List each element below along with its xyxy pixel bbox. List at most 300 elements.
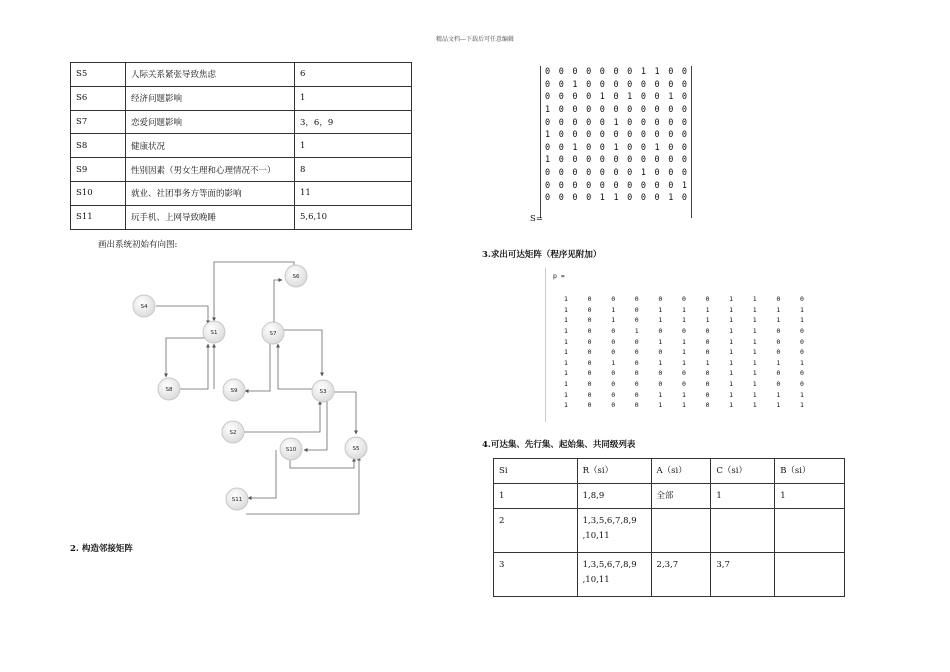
matrix-cell: 1 (681, 390, 686, 399)
matrix-cell: 0 (545, 193, 551, 204)
matrix-cell: 0 (558, 142, 564, 153)
matrix-cell: 1 (752, 358, 757, 367)
matrix-cell: 0 (572, 105, 578, 116)
factor-id: S10 (71, 181, 126, 205)
matrix-cell: 1 (564, 380, 568, 389)
matrix-cell: 0 (668, 105, 674, 116)
matrix-cell: 1 (729, 305, 734, 314)
factor-row (71, 63, 412, 87)
factor-row (71, 181, 412, 205)
matrix-cell: 1 (799, 316, 804, 325)
matrix-cell: 0 (545, 168, 551, 179)
matrix-cell: 0 (586, 67, 592, 78)
matrix-cell: 1 (634, 327, 639, 336)
matrix-cell: 0 (654, 117, 660, 128)
matrix-cell: 1 (752, 295, 757, 304)
matrix-cell: 1 (613, 142, 619, 153)
matrix-cell: 0 (634, 295, 639, 304)
table-cell: 全部 (651, 484, 711, 509)
matrix-cell: 0 (586, 130, 592, 141)
matrix-p-row (564, 347, 804, 358)
initial-digraph (124, 258, 374, 520)
matrix-cell: 0 (545, 142, 551, 153)
matrix-cell: 0 (654, 193, 660, 204)
matrix-p-row (564, 400, 804, 411)
matrix-cell: 1 (658, 337, 663, 346)
matrix-cell: 0 (705, 295, 710, 304)
matrix-cell: 0 (658, 348, 663, 357)
matrix-p-row (564, 315, 804, 326)
svg-text:S3: S3 (319, 389, 327, 395)
matrix-cell: 1 (799, 305, 804, 314)
svg-text:S8: S8 (165, 387, 173, 393)
matrix-cell: 1 (611, 305, 616, 314)
matrix-cell: 0 (587, 401, 592, 410)
matrix-cell: 0 (572, 155, 578, 166)
matrix-cell: 0 (586, 155, 592, 166)
factor-row (71, 158, 412, 182)
svg-text:S11: S11 (231, 497, 243, 503)
matrix-cell: 0 (634, 358, 639, 367)
matrix-p-row (564, 305, 804, 316)
matrix-cell: 0 (681, 155, 687, 166)
matrix-cell: 1 (572, 79, 578, 90)
edge-s3-s5 (332, 392, 356, 434)
matrix-cell: 0 (654, 168, 660, 179)
factor-desc: 性别因素（男女生理和心理情况不一） (126, 158, 295, 182)
factor-id: S6 (71, 86, 126, 110)
section-4-heading: 4.可达集、先行集、起始集、共同级列表 (482, 440, 636, 450)
matrix-cell: 1 (752, 348, 757, 357)
edge-s11-s5 (246, 457, 359, 514)
matrix-cell: 0 (572, 168, 578, 179)
matrix-cell: 0 (640, 193, 646, 204)
factor-reach: 1 (295, 134, 412, 158)
matrix-cell: 0 (627, 79, 633, 90)
matrix-cell: 1 (729, 380, 734, 389)
node-s2 (222, 421, 244, 443)
matrix-cell: 0 (654, 79, 660, 90)
matrix-cell: 0 (558, 130, 564, 141)
matrix-cell: 0 (799, 380, 804, 389)
factor-reach: 1 (295, 86, 412, 110)
matrix-cell: 1 (564, 337, 568, 346)
matrix-cell: 0 (613, 130, 619, 141)
matrix-cell: 0 (705, 369, 710, 378)
table-cell: 2,3,7 (651, 553, 711, 597)
table-cell: 3,7 (711, 553, 775, 597)
matrix-s-row (541, 179, 691, 192)
matrix-cell: 1 (640, 67, 646, 78)
node-s5 (345, 437, 367, 459)
matrix-cell: 0 (799, 327, 804, 336)
svg-text:S5: S5 (352, 446, 360, 452)
matrix-cell: 0 (611, 390, 616, 399)
table-cell: 2 (494, 509, 578, 553)
matrix-cell: 0 (611, 295, 616, 304)
matrix-cell: 0 (586, 168, 592, 179)
matrix-cell: 1 (729, 358, 734, 367)
matrix-cell: 0 (668, 168, 674, 179)
matrix-cell: 1 (729, 337, 734, 346)
edge-s3-s7 (278, 344, 314, 389)
matrix-cell: 1 (776, 390, 781, 399)
matrix-cell: 1 (564, 327, 568, 336)
matrix-cell: 0 (640, 79, 646, 90)
factor-reach: 3，6，9 (295, 110, 412, 134)
matrix-cell: 0 (681, 380, 686, 389)
matrix-cell: 1 (564, 358, 568, 367)
svg-text:S7: S7 (269, 331, 277, 337)
factor-row (71, 205, 412, 229)
matrix-cell: 1 (564, 369, 568, 378)
matrix-cell: 0 (668, 130, 674, 141)
matrix-cell: 1 (776, 316, 781, 325)
matrix-cell: 0 (586, 92, 592, 103)
table-cell (775, 509, 845, 553)
table-cell: 1,8,9 (577, 484, 651, 509)
table-cell (775, 553, 845, 597)
matrix-p-row (564, 336, 804, 347)
matrix-cell: 1 (681, 358, 686, 367)
matrix-cell: 0 (640, 130, 646, 141)
matrix-cell: 0 (627, 105, 633, 116)
column-header: C（si） (711, 459, 775, 484)
matrix-cell: 0 (654, 105, 660, 116)
svg-text:S4: S4 (140, 304, 148, 310)
matrix-cell: 1 (705, 358, 710, 367)
adjacency-matrix (540, 66, 692, 218)
matrix-cell: 0 (799, 337, 804, 346)
matrix-cell: 1 (658, 390, 663, 399)
matrix-s-row (541, 66, 691, 79)
matrix-cell: 0 (586, 193, 592, 204)
factor-reach: 5,6,10 (295, 205, 412, 229)
matrix-cell: 1 (668, 92, 674, 103)
matrix-cell: 0 (587, 305, 592, 314)
factor-row (71, 134, 412, 158)
factor-desc: 玩手机、上网导致晚睡 (126, 205, 295, 229)
matrix-cell: 0 (705, 337, 710, 346)
matrix-cell: 1 (564, 401, 568, 410)
matrix-cell: 0 (654, 130, 660, 141)
matrix-p-row (564, 326, 804, 337)
matrix-cell: 0 (613, 180, 619, 191)
matrix-cell: 0 (776, 380, 781, 389)
reachability-matrix-frame (545, 268, 808, 422)
matrix-cell: 0 (681, 168, 687, 179)
matrix-cell: 0 (681, 193, 687, 204)
factor-id: S7 (71, 110, 126, 134)
column-header: A（si） (651, 459, 711, 484)
svg-text:S9: S9 (230, 388, 238, 394)
matrix-cell: 0 (572, 117, 578, 128)
matrix-cell: 0 (572, 92, 578, 103)
matrix-cell: 1 (799, 401, 804, 410)
matrix-cell: 1 (681, 305, 686, 314)
matrix-cell: 0 (587, 295, 592, 304)
matrix-cell: 0 (799, 369, 804, 378)
factor-id: S5 (71, 63, 126, 87)
matrix-cell: 0 (640, 155, 646, 166)
table-cell (711, 509, 775, 553)
matrix-cell: 0 (640, 105, 646, 116)
table-cell (651, 509, 711, 553)
matrix-cell: 0 (586, 142, 592, 153)
matrix-cell: 0 (705, 327, 710, 336)
node-s6 (285, 265, 307, 287)
table-cell: 1,3,5,6,7,8,9 ,10,11 (577, 553, 651, 597)
level-table-header (494, 459, 845, 484)
matrix-cell: 0 (572, 180, 578, 191)
matrix-cell: 0 (558, 155, 564, 166)
matrix-p-row (564, 294, 804, 305)
table-cell: 1 (494, 484, 578, 509)
node-s9 (223, 379, 245, 401)
matrix-cell: 0 (681, 92, 687, 103)
matrix-cell: 0 (627, 168, 633, 179)
matrix-cell: 0 (558, 193, 564, 204)
matrix-cell: 0 (776, 337, 781, 346)
matrix-cell: 0 (586, 180, 592, 191)
matrix-cell: 0 (586, 105, 592, 116)
matrix-cell: 1 (613, 193, 619, 204)
matrix-cell: 1 (729, 369, 734, 378)
factor-row (71, 86, 412, 110)
table-cell: 1 (711, 484, 775, 509)
matrix-cell: 1 (752, 337, 757, 346)
matrix-cell: 0 (558, 168, 564, 179)
matrix-cell: 1 (705, 316, 710, 325)
factor-reach: 8 (295, 158, 412, 182)
column-header: B（si） (775, 459, 845, 484)
matrix-cell: 1 (752, 316, 757, 325)
edge-s7-s6 (274, 280, 282, 324)
matrix-cell: 0 (627, 142, 633, 153)
matrix-cell: 0 (634, 348, 639, 357)
matrix-cell: 0 (654, 155, 660, 166)
matrix-cell: 0 (586, 117, 592, 128)
matrix-cell: 0 (558, 180, 564, 191)
matrix-cell: 1 (752, 380, 757, 389)
matrix-cell: 0 (611, 327, 616, 336)
edge-s10-s11 (248, 450, 276, 498)
factor-reach: 11 (295, 181, 412, 205)
factor-desc: 人际关系紧张导致焦虑 (126, 63, 295, 87)
svg-text:S10: S10 (285, 447, 297, 453)
matrix-cell: 0 (681, 117, 687, 128)
matrix-cell: 1 (752, 390, 757, 399)
matrix-cell: 0 (681, 67, 687, 78)
matrix-cell: 0 (587, 337, 592, 346)
matrix-cell: 0 (613, 92, 619, 103)
matrix-p-row (564, 379, 804, 390)
matrix-cell: 1 (658, 358, 663, 367)
matrix-cell: 1 (613, 117, 619, 128)
matrix-p-row (564, 368, 804, 379)
section-3-heading: 3.求出可达矩阵（程序见附加） (482, 250, 602, 260)
table-cell: 1,3,5,6,7,8,9 ,10,11 (577, 509, 651, 553)
matrix-cell: 1 (752, 305, 757, 314)
matrix-cell: 0 (654, 180, 660, 191)
factor-desc: 经济问题影响 (126, 86, 295, 110)
edge-s7-s3 (284, 330, 322, 376)
node-s10 (280, 438, 302, 460)
matrix-cell: 1 (681, 316, 686, 325)
matrix-cell: 0 (627, 117, 633, 128)
matrix-cell: 0 (613, 155, 619, 166)
matrix-s-row (541, 116, 691, 129)
node-s8 (158, 378, 180, 400)
matrix-cell: 1 (564, 348, 568, 357)
factor-desc: 就业、社团事务方等面的影响 (126, 181, 295, 205)
matrix-cell: 0 (627, 155, 633, 166)
matrix-cell: 0 (640, 180, 646, 191)
matrix-cell: 1 (729, 295, 734, 304)
matrix-cell: 0 (681, 105, 687, 116)
edge-s8-s1 (180, 344, 208, 389)
edge-s4-s1 (156, 306, 208, 324)
matrix-cell: 0 (558, 92, 564, 103)
matrix-cell: 0 (611, 401, 616, 410)
matrix-cell: 0 (587, 316, 592, 325)
matrix-cell: 0 (558, 67, 564, 78)
matrix-cell: 0 (599, 67, 605, 78)
matrix-cell: 0 (611, 348, 616, 357)
matrix-cell: 0 (627, 130, 633, 141)
matrix-cell: 1 (799, 390, 804, 399)
matrix-cell: 0 (611, 337, 616, 346)
matrix-cell: 1 (729, 348, 734, 357)
matrix-cell: 0 (627, 67, 633, 78)
matrix-cell: 0 (599, 155, 605, 166)
matrix-cell: 1 (654, 142, 660, 153)
section-2-heading: 2. 构造邻接矩阵 (70, 544, 133, 554)
matrix-cell: 0 (558, 79, 564, 90)
matrix-cell: 0 (799, 295, 804, 304)
matrix-cell: 0 (640, 117, 646, 128)
matrix-cell: 0 (599, 180, 605, 191)
matrix-cell: 0 (634, 390, 639, 399)
matrix-cell: 1 (564, 316, 568, 325)
matrix-cell: 0 (668, 180, 674, 191)
matrix-cell: 0 (634, 369, 639, 378)
matrix-s-row (541, 142, 691, 155)
matrix-cell: 0 (613, 79, 619, 90)
matrix-cell: 1 (545, 105, 551, 116)
matrix-cell: 0 (634, 316, 639, 325)
factor-row (71, 110, 412, 134)
matrix-cell: 1 (729, 401, 734, 410)
matrix-cell: 1 (681, 348, 686, 357)
matrix-cell: 0 (586, 79, 592, 90)
matrix-s-row (541, 91, 691, 104)
column-header: Si (494, 459, 578, 484)
matrix-cell: 0 (572, 130, 578, 141)
matrix-cell: 1 (658, 316, 663, 325)
matrix-cell: 1 (729, 327, 734, 336)
matrix-cell: 0 (668, 79, 674, 90)
matrix-cell: 0 (681, 79, 687, 90)
page-header: 精品文档---下载后可任意编辑 (435, 36, 515, 43)
matrix-cell: 0 (634, 401, 639, 410)
matrix-cell: 1 (776, 401, 781, 410)
matrix-cell: 1 (564, 305, 568, 314)
matrix-cell: 0 (611, 369, 616, 378)
matrix-cell: 1 (799, 358, 804, 367)
table-cell: 3 (494, 553, 578, 597)
table-cell: 1 (775, 484, 845, 509)
matrix-cell: 0 (599, 168, 605, 179)
matrix-cell: 0 (587, 358, 592, 367)
matrix-s-label: S= (530, 214, 543, 224)
matrix-cell: 1 (752, 327, 757, 336)
matrix-cell: 0 (776, 369, 781, 378)
matrix-cell: 0 (799, 348, 804, 357)
matrix-cell: 0 (681, 295, 686, 304)
matrix-cell: 0 (668, 142, 674, 153)
matrix-cell: 0 (640, 92, 646, 103)
matrix-cell: 0 (705, 401, 710, 410)
matrix-cell: 1 (752, 401, 757, 410)
matrix-cell: 0 (681, 369, 686, 378)
factor-reach: 6 (295, 63, 412, 87)
matrix-cell: 0 (627, 193, 633, 204)
matrix-cell: 0 (627, 180, 633, 191)
matrix-cell: 0 (613, 105, 619, 116)
matrix-cell: 0 (558, 117, 564, 128)
matrix-cell: 1 (752, 369, 757, 378)
matrix-s-row (541, 154, 691, 167)
matrix-cell: 1 (627, 92, 633, 103)
matrix-cell: 0 (776, 348, 781, 357)
edge-s3-s10 (304, 401, 327, 450)
matrix-cell: 0 (705, 380, 710, 389)
matrix-cell: 0 (599, 142, 605, 153)
factor-id: S8 (71, 134, 126, 158)
matrix-cell: 0 (654, 92, 660, 103)
matrix-cell: 1 (599, 193, 605, 204)
node-s4 (133, 295, 155, 317)
matrix-cell: 1 (654, 67, 660, 78)
matrix-cell: 0 (611, 380, 616, 389)
matrix-cell: 1 (729, 390, 734, 399)
matrix-cell: 0 (668, 155, 674, 166)
matrix-cell: 0 (658, 327, 663, 336)
node-s11 (226, 488, 248, 510)
matrix-cell: 0 (572, 193, 578, 204)
matrix-cell: 1 (658, 401, 663, 410)
matrix-cell: 0 (587, 348, 592, 357)
matrix-s-row (541, 104, 691, 117)
matrix-cell: 1 (611, 316, 616, 325)
matrix-cell: 0 (668, 117, 674, 128)
factor-table (70, 62, 412, 230)
edge-s10-s5 (290, 458, 354, 468)
matrix-cell: 1 (658, 305, 663, 314)
matrix-cell: 0 (705, 348, 710, 357)
factor-id: S9 (71, 158, 126, 182)
column-header: R（si） (577, 459, 651, 484)
matrix-cell: 0 (545, 92, 551, 103)
matrix-cell: 0 (640, 142, 646, 153)
matrix-cell: 1 (681, 180, 687, 191)
matrix-cell: 0 (599, 117, 605, 128)
factor-desc: 恋爱问题影响 (126, 110, 295, 134)
matrix-cell: 0 (681, 327, 686, 336)
node-s3 (312, 380, 334, 402)
node-s1 (203, 321, 225, 343)
